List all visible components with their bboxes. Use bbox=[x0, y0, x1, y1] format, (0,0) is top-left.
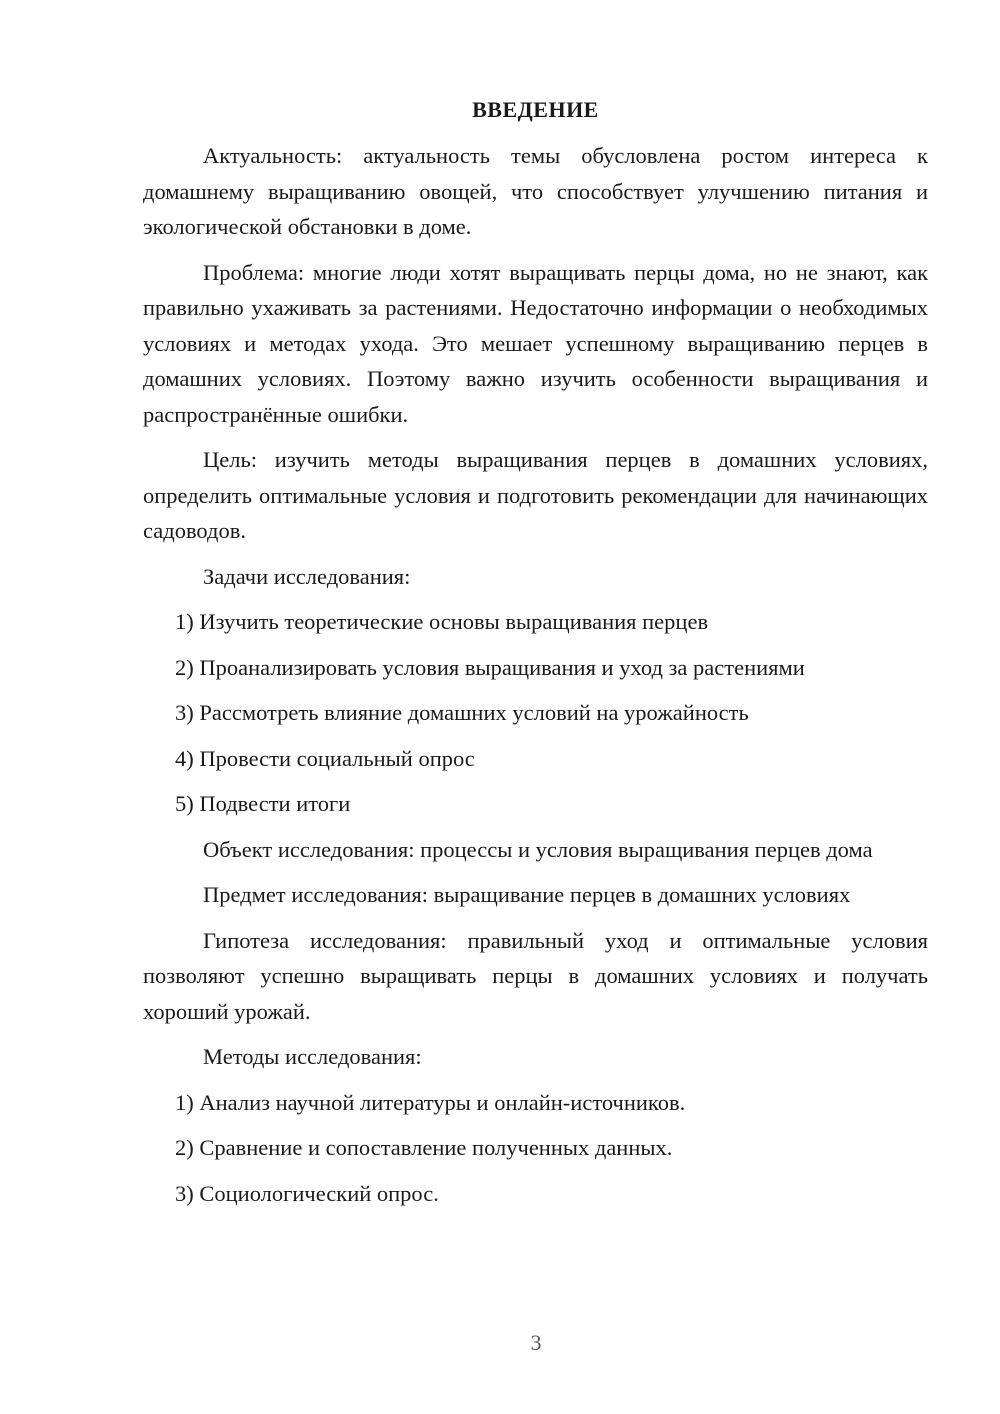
list-item: 3) Рассмотреть влияние домашних условий на урожайность bbox=[175, 700, 749, 725]
section-heading: ВВЕДЕНИЕ bbox=[472, 97, 599, 122]
document-page bbox=[143, 92, 928, 1221]
hypothesis-paragraph: Гипотеза исследования: правильный уход и оптимальные условия позволяют успешно выращивать перцы в домашних условиях и получать хороший урожай. bbox=[143, 927, 928, 1024]
relevance-paragraph: Актуальность: актуальность темы обусловлена ростом интереса к домашнему выращиванию овощей, что способствует улучшению питания и экологической обстановки в доме. bbox=[143, 143, 928, 239]
list-item: 2) Сравнение и сопоставление полученных данных. bbox=[175, 1135, 673, 1160]
methods-list bbox=[143, 1085, 928, 1212]
list-item: 4) Провести социальный опрос bbox=[175, 745, 475, 771]
list-item: 1) Изучить теоретические основы выращивания перцев bbox=[175, 609, 709, 634]
list-item: 1) Анализ научной литературы и онлайн-источников. bbox=[175, 1089, 686, 1115]
subject-paragraph: Предмет исследования: выращивание перцев в домашних условиях bbox=[203, 882, 851, 907]
problem-paragraph: Проблема: многие люди хотят выращивать перцы дома, но не знают, как правильно ухаживать за растениями. Недостаточно информации о необходимых условиях и методах ухода. Это мешает успешному выращиванию перцев в домашних условиях. Поэтому важно изучить особенности выращивания и распространённые ошибки. bbox=[143, 259, 928, 427]
page-number: 3 bbox=[530, 1330, 542, 1355]
tasks-list bbox=[143, 604, 928, 822]
methods-title: Методы исследования: bbox=[203, 1044, 422, 1069]
object-paragraph: Объект исследования: процессы и условия выращивания перцев дома bbox=[203, 836, 873, 862]
tasks-title: Задачи исследования: bbox=[203, 563, 411, 589]
list-item: 3) Социологический опрос. bbox=[175, 1180, 439, 1206]
list-item: 5) Подвести итоги bbox=[175, 791, 351, 816]
list-item: 2) Проанализировать условия выращивания и уход за растениями bbox=[175, 654, 805, 680]
goal-paragraph: Цель: изучить методы выращивания перцев в домашних условиях, определить оптимальные условия и подготовить рекомендации для начинающих садоводов. bbox=[143, 447, 928, 543]
